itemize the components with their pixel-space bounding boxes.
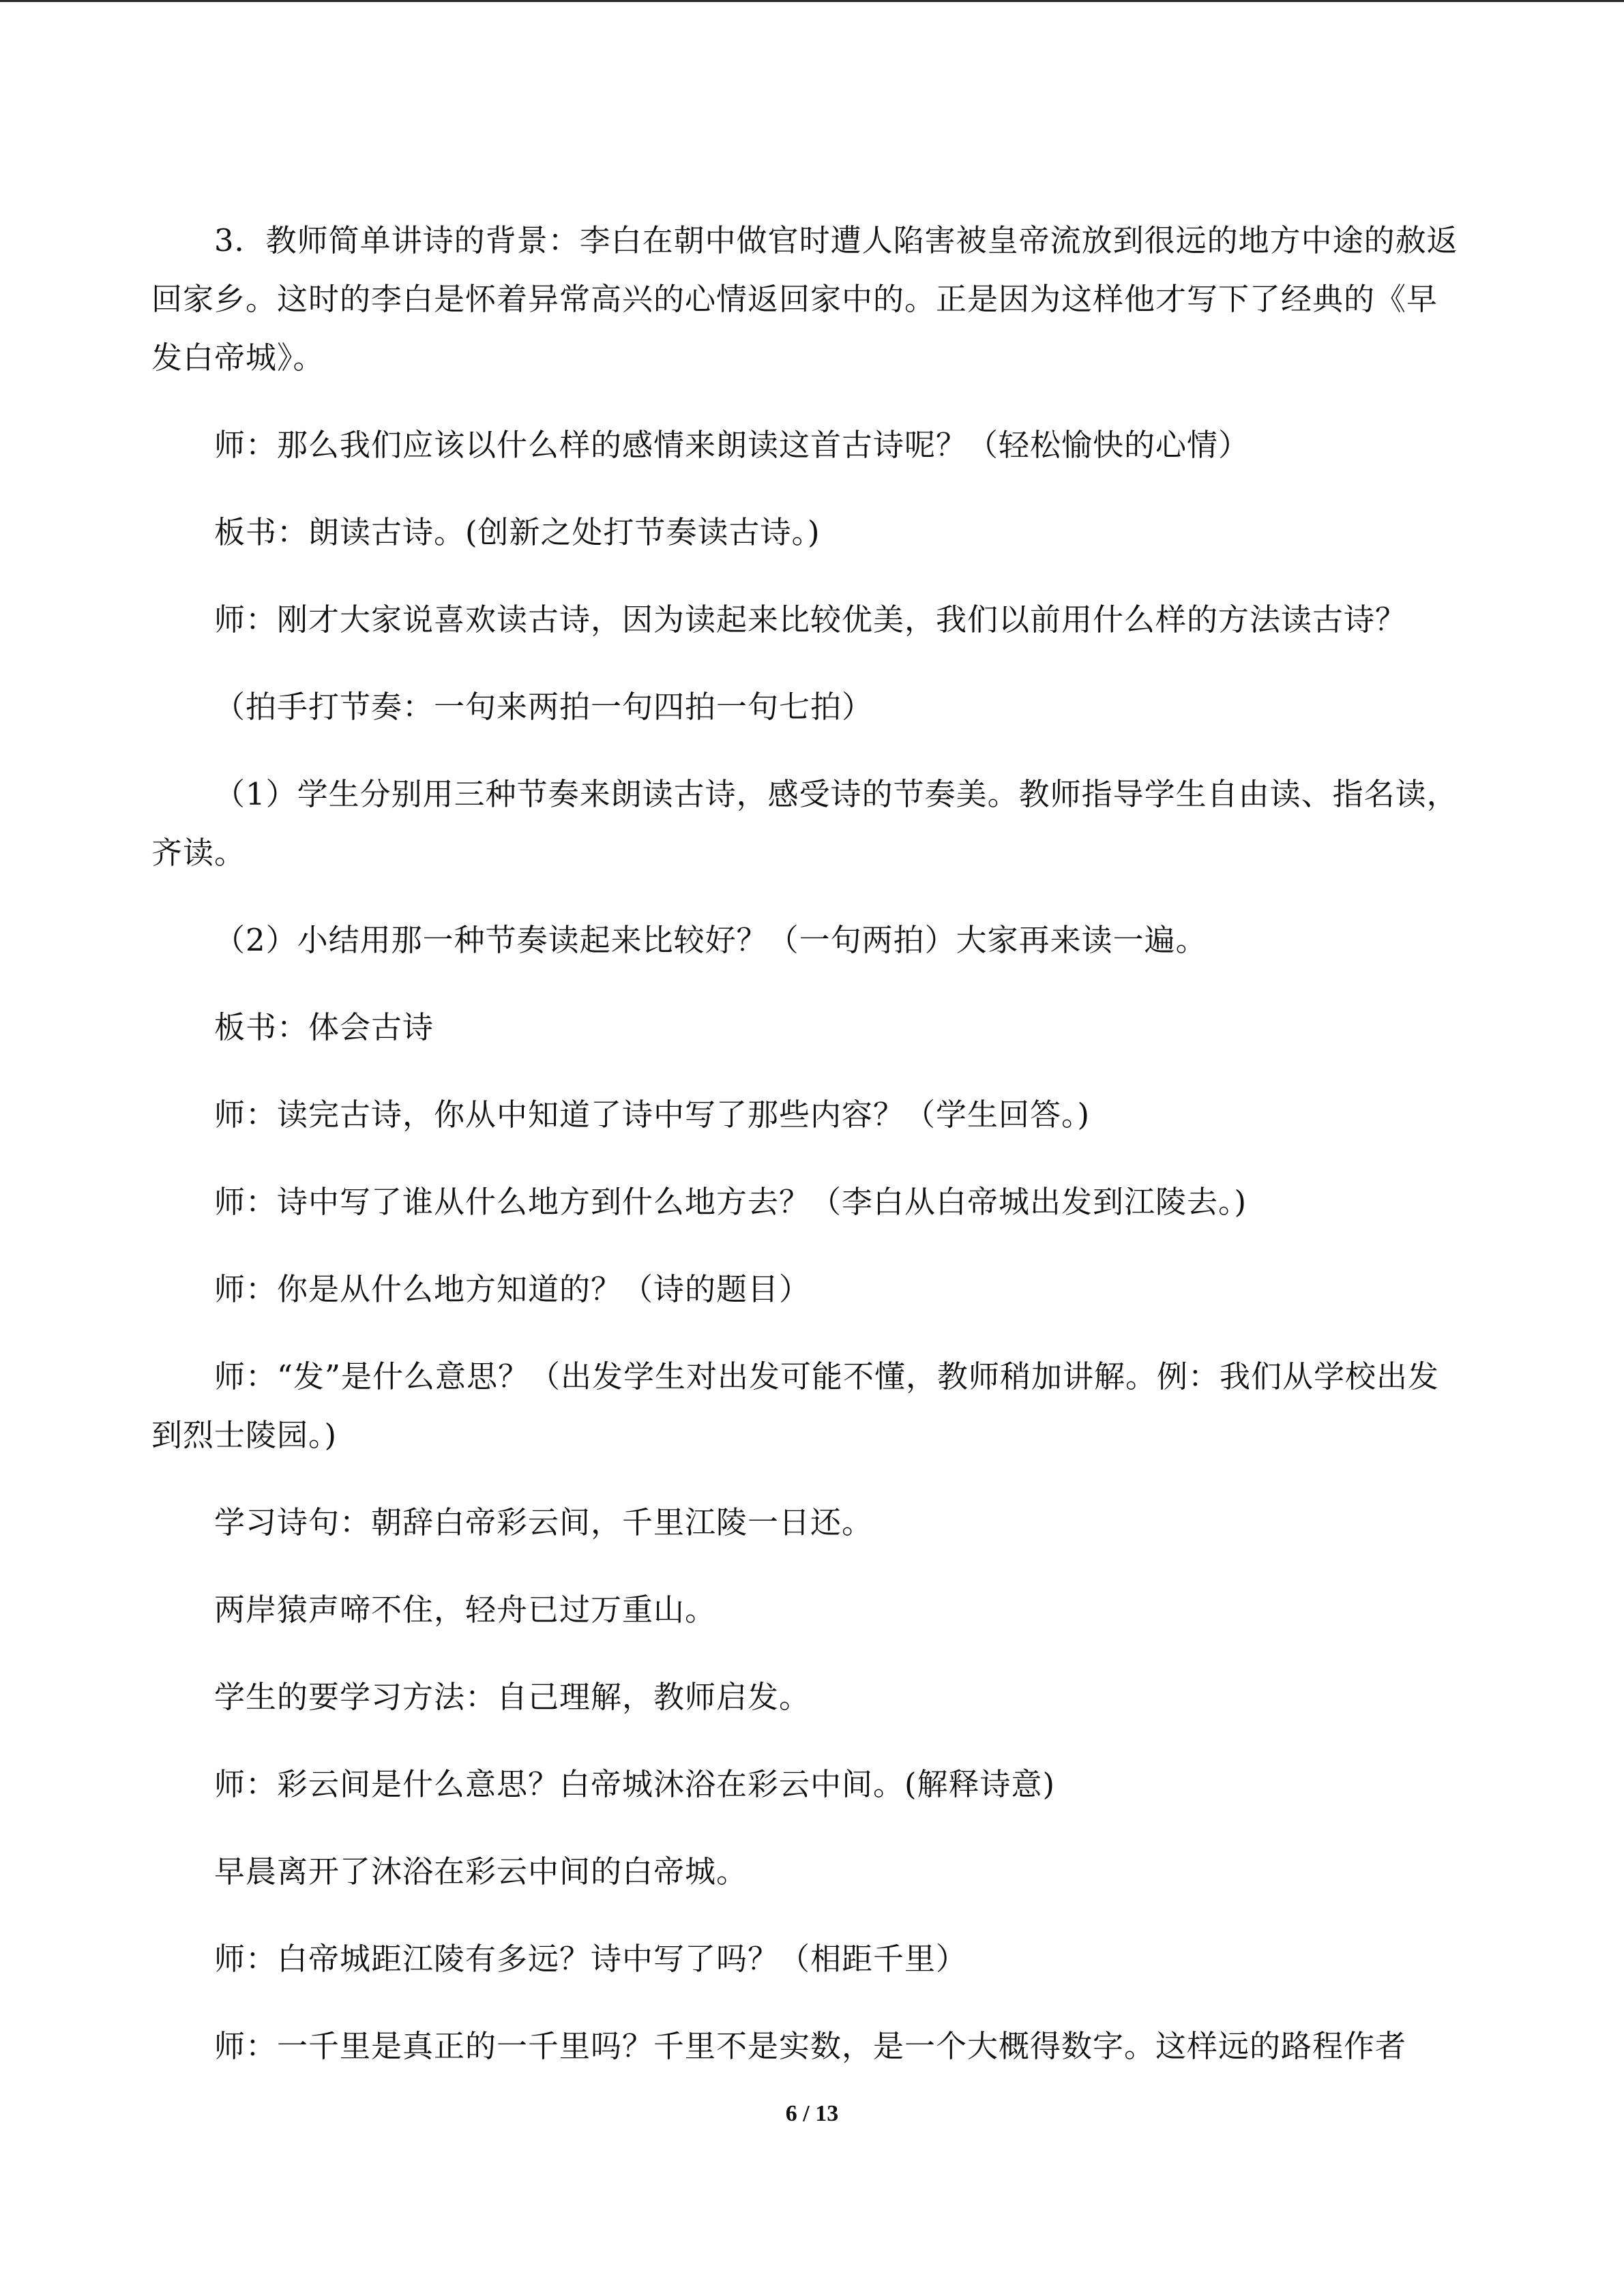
- paragraph-emotion-question: 师：那么我们应该以什么样的感情来朗读这首古诗呢？（轻松愉快的心情）: [214, 427, 1250, 463]
- paragraph-distance-question: 师：白帝城距江陵有多远？诗中写了吗？（相距千里）: [214, 1941, 968, 1977]
- page-number: 6 / 13: [785, 2101, 839, 2126]
- paragraph-morning-departure: 早晨离开了沐浴在彩云中间的白帝城。: [214, 1853, 748, 1890]
- document-body: [151, 211, 1462, 2076]
- paragraph-learning-method: 学生的要学习方法：自己理解，教师启发。: [214, 1679, 811, 1715]
- paragraph-step-2: （2）小结用那一种节奏读起来比较好？（一句两拍）大家再来读一遍。: [214, 922, 1207, 958]
- paragraph-reading-method: 师：刚才大家说喜欢读古诗，因为读起来比较优美，我们以前用什么样的方法读古诗？: [214, 601, 1407, 638]
- paragraph-source-question: 师：你是从什么地方知道的？（诗的题目）: [214, 1271, 811, 1307]
- paragraph-caiyun-meaning: 师：彩云间是什么意思？白帝城沐浴在彩云中间。(解释诗意): [214, 1766, 1056, 1802]
- top-border-line: [0, 0, 1624, 2]
- paragraph-background: 3．教师简单讲诗的背景：李白在朝中做官时遭人陷害被皇帝流放到很远的地方中途的赦返回家乡。这时的李白是怀着异常高兴的心情返回家中的。正是因为这样他才写下了经典的《早发白帝城》。: [151, 222, 1458, 376]
- paragraph-clap-rhythm: （拍手打节奏：一句来两拍一句四拍一句七拍）: [214, 689, 874, 725]
- paragraph-board-read: 板书：朗读古诗。(创新之处打节奏读古诗。): [214, 514, 821, 550]
- paragraph-board-understand: 板书：体会古诗: [214, 1009, 434, 1045]
- paragraph-step-1: （1）学生分别用三种节奏来朗读古诗，感受诗的节奏美。教师指导学生自由读、指名读，齐读。: [151, 776, 1458, 871]
- paragraph-content-question: 师：读完古诗，你从中知道了诗中写了那些内容？（学生回答。): [214, 1097, 1091, 1133]
- paragraph-poem-line-1: 学习诗句：朝辞白帝彩云间，千里江陵一日还。: [214, 1504, 874, 1540]
- paragraph-thousand-li: 师：一千里是真正的一千里吗？千里不是实数，是一个大概得数字。这样远的路程作者: [214, 2028, 1407, 2064]
- paragraph-fa-meaning: 师：“发”是什么意思？（出发学生对出发可能不懂，教师稍加讲解。例：我们从学校出发到烈士陵园。): [151, 1358, 1440, 1453]
- paragraph-poem-line-2: 两岸猿声啼不住，轻舟已过万重山。: [214, 1592, 717, 1628]
- paragraph-journey-question: 师：诗中写了谁从什么地方到什么地方去？（李白从白帝城出发到江陵去。): [214, 1184, 1247, 1220]
